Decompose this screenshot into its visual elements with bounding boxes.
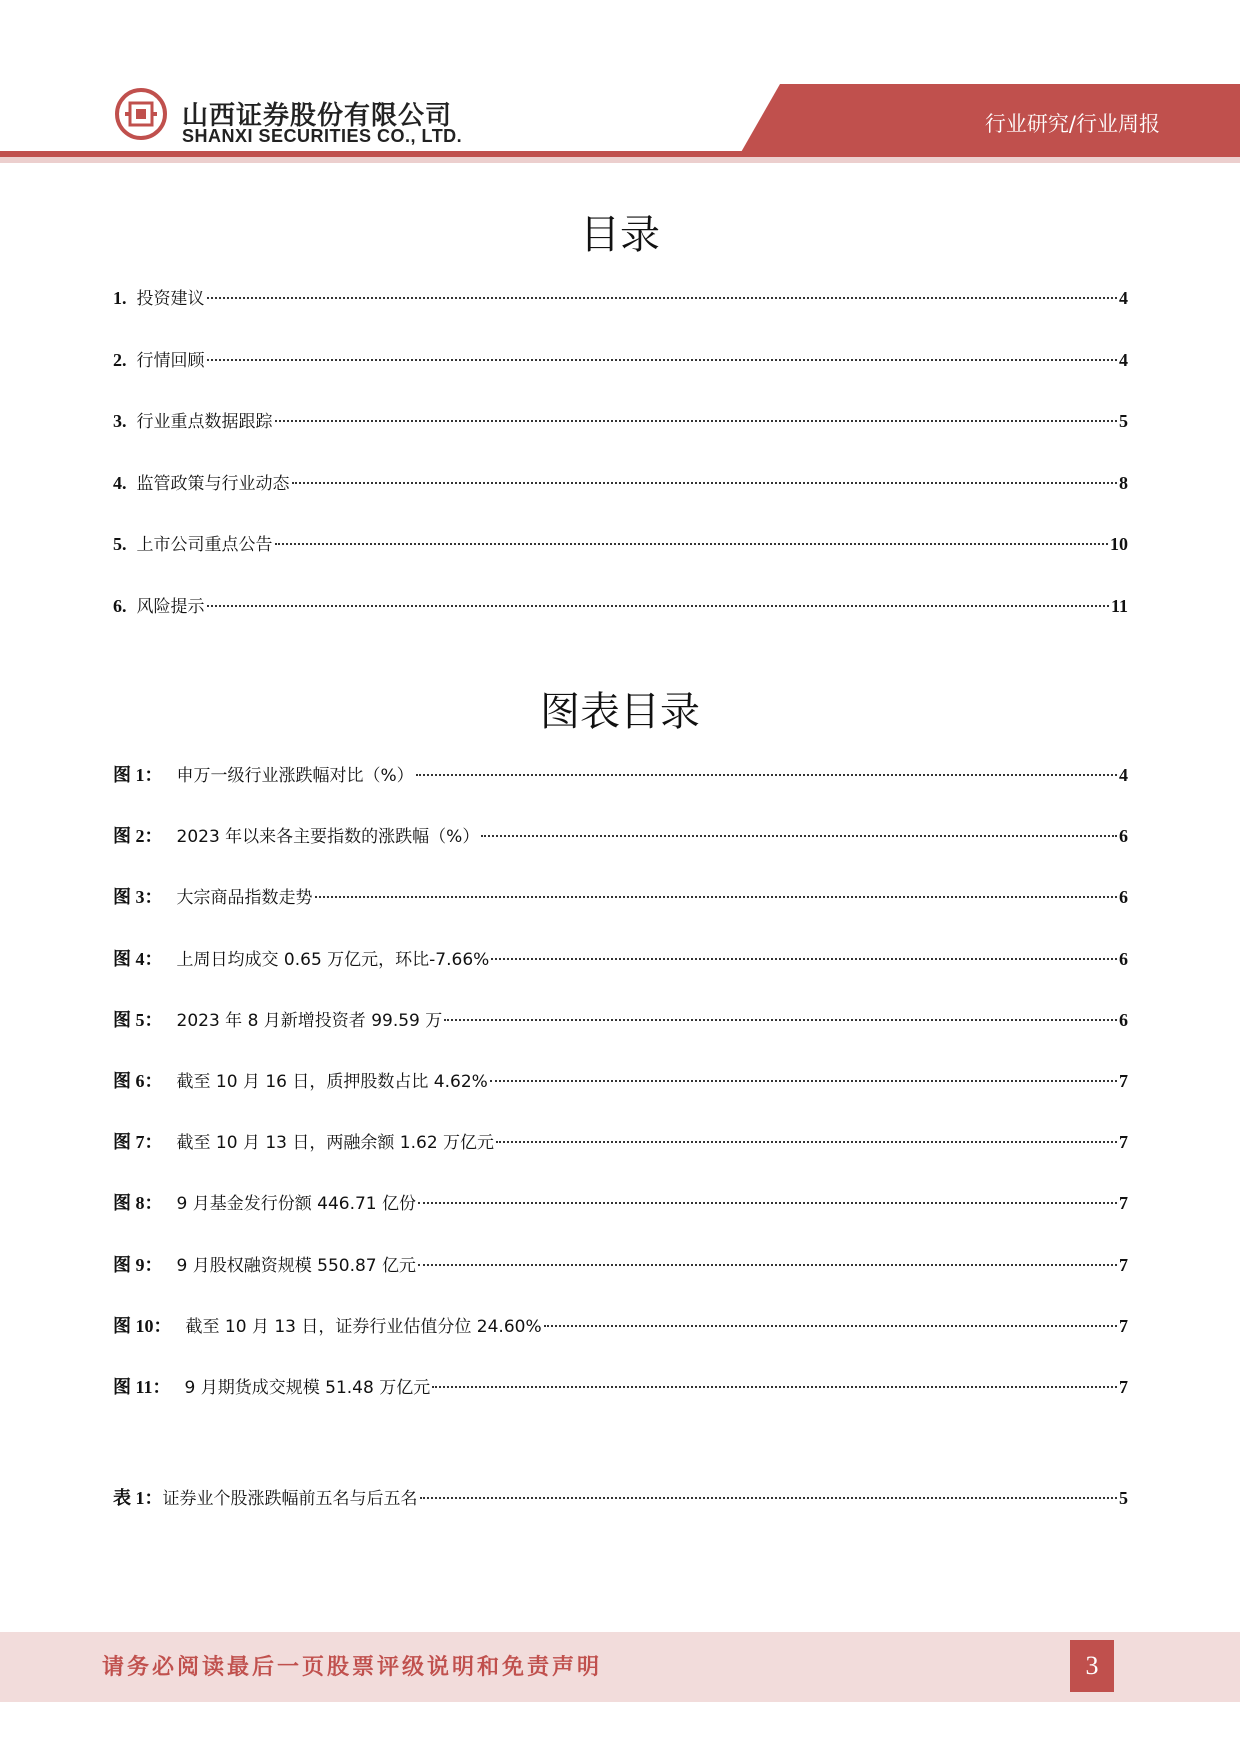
page-number: 3 <box>1070 1640 1114 1692</box>
entry-number: 图 4： <box>113 948 163 969</box>
toc-entry[interactable] <box>113 761 1128 789</box>
dot-leader <box>481 835 1117 837</box>
entry-label: 截至 10 月 13 日，两融余额 1.62 万亿元 <box>176 1133 495 1154</box>
toc-entry[interactable] <box>113 945 1128 973</box>
toc-entry[interactable] <box>113 1189 1128 1217</box>
entry-page-number: 7 <box>1119 1254 1128 1275</box>
toc-entry[interactable] <box>113 883 1128 911</box>
entry-page-number: 4 <box>1119 349 1128 370</box>
entry-page-number: 6 <box>1119 1009 1128 1030</box>
entry-label: 投资建议 <box>136 289 205 309</box>
company-name-en: SHANXI SECURITIES CO., LTD. <box>182 126 463 146</box>
entry-label: 申万一级行业涨跌幅对比（%） <box>176 766 414 786</box>
entry-label: 大宗商品指数走势 <box>176 888 313 909</box>
toc-entry[interactable] <box>113 1006 1128 1034</box>
entry-page-number: 7 <box>1119 1377 1128 1397</box>
entry-label: 9 月期货成交规模 51.48 万亿元 <box>184 1378 431 1398</box>
toc-entry[interactable] <box>113 346 1128 374</box>
entry-page-number: 7 <box>1119 1132 1128 1153</box>
entry-page-number: 6 <box>1119 887 1128 908</box>
entry-number: 图 8： <box>113 1193 163 1214</box>
entry-label: 截至 10 月 13 日，证券行业估值分位 24.60% <box>185 1316 542 1337</box>
toc-entry[interactable] <box>113 822 1128 850</box>
entry-page-number: 7 <box>1119 1193 1128 1214</box>
toc-entry[interactable] <box>113 1312 1128 1340</box>
toc-entry[interactable] <box>113 592 1128 620</box>
entry-label: 2023 年 8 月新增投资者 99.59 万 <box>176 1010 443 1031</box>
dot-leader <box>490 1080 1117 1082</box>
toc-entry[interactable] <box>113 1251 1128 1279</box>
entry-number: 1. <box>113 288 127 308</box>
toc-entry[interactable] <box>113 1373 1128 1401</box>
entry-page-number: 11 <box>1110 595 1128 616</box>
entry-number: 5. <box>113 534 127 554</box>
dot-leader <box>315 896 1118 898</box>
entry-page-number: 8 <box>1119 472 1128 493</box>
toc-entry[interactable] <box>113 1067 1128 1095</box>
entry-label: 上市公司重点公告 <box>136 535 273 555</box>
dot-leader <box>544 1325 1117 1327</box>
entry-label: 9 月基金发行份额 446.71 亿份 <box>176 1194 417 1215</box>
page-header <box>0 0 1240 170</box>
dot-leader <box>275 420 1118 422</box>
entry-number: 图 3： <box>113 887 163 908</box>
entry-number: 图 9： <box>113 1254 163 1275</box>
toc-entry[interactable] <box>113 1128 1128 1156</box>
entry-page-number: 7 <box>1119 1315 1128 1336</box>
figures-title: 图表目录 <box>540 689 700 735</box>
entry-number: 图 7： <box>113 1132 163 1153</box>
entry-label: 上周日均成交 0.65 万亿元，环比-7.66% <box>176 949 490 970</box>
entry-label: 证券业个股涨跌幅前五名与后五名 <box>162 1489 418 1509</box>
dot-leader <box>418 1202 1117 1204</box>
toc-entry[interactable] <box>113 407 1128 435</box>
company-name-cn: 山西证券股份有限公司 <box>182 101 453 131</box>
dot-leader <box>496 1141 1117 1143</box>
entry-number: 6. <box>113 595 127 616</box>
entry-page-number: 4 <box>1119 288 1128 308</box>
entry-page-number: 6 <box>1119 826 1128 847</box>
dot-leader <box>420 1497 1118 1499</box>
entry-page-number: 10 <box>1110 534 1128 554</box>
dot-leader <box>418 1264 1117 1266</box>
entry-number: 图 10： <box>113 1315 172 1336</box>
toc-title: 目录 <box>580 212 660 258</box>
dot-leader <box>491 958 1117 960</box>
entry-label: 9 月股权融资规模 550.87 亿元 <box>176 1255 417 1276</box>
dot-leader <box>275 543 1109 545</box>
dot-leader <box>444 1019 1117 1021</box>
entry-page-number: 4 <box>1119 765 1128 785</box>
entry-number: 图 1： <box>113 765 163 785</box>
entry-number: 表 1： <box>113 1488 163 1508</box>
dot-leader <box>207 297 1118 299</box>
entry-number: 图 11： <box>113 1377 171 1397</box>
entry-label: 行情回顾 <box>136 350 205 371</box>
entry-page-number: 7 <box>1119 1071 1128 1091</box>
entry-label: 行业重点数据跟踪 <box>136 412 273 432</box>
entry-page-number: 5 <box>1119 411 1128 431</box>
entry-number: 图 6： <box>113 1071 163 1091</box>
entry-label: 监管政策与行业动态 <box>136 473 290 494</box>
entry-label: 2023 年以来各主要指数的涨跌幅（%） <box>176 827 480 848</box>
entry-number: 2. <box>113 349 127 370</box>
entry-label: 截至 10 月 16 日，质押股数占比 4.62% <box>176 1072 488 1092</box>
report-category: 行业研究/行业周报 <box>984 112 1160 136</box>
toc-entry[interactable] <box>113 284 1128 312</box>
entry-number: 图 2： <box>113 826 163 847</box>
entry-page-number: 5 <box>1119 1488 1128 1508</box>
dot-leader <box>207 359 1118 361</box>
toc-entry[interactable] <box>113 530 1128 558</box>
entry-number: 图 5： <box>113 1009 163 1030</box>
toc-entry[interactable] <box>113 469 1128 497</box>
entry-label: 风险提示 <box>136 596 205 617</box>
header-rule-light <box>0 157 1240 163</box>
dot-leader <box>432 1386 1117 1388</box>
entry-number: 4. <box>113 472 127 493</box>
entry-page-number: 6 <box>1119 948 1128 969</box>
toc-entry[interactable] <box>113 1484 1128 1512</box>
dot-leader <box>292 482 1118 484</box>
disclaimer-text: 请务必阅读最后一页股票评级说明和免责声明 <box>102 1655 603 1680</box>
dot-leader <box>207 605 1109 607</box>
entry-number: 3. <box>113 411 127 431</box>
dot-leader <box>416 774 1117 776</box>
